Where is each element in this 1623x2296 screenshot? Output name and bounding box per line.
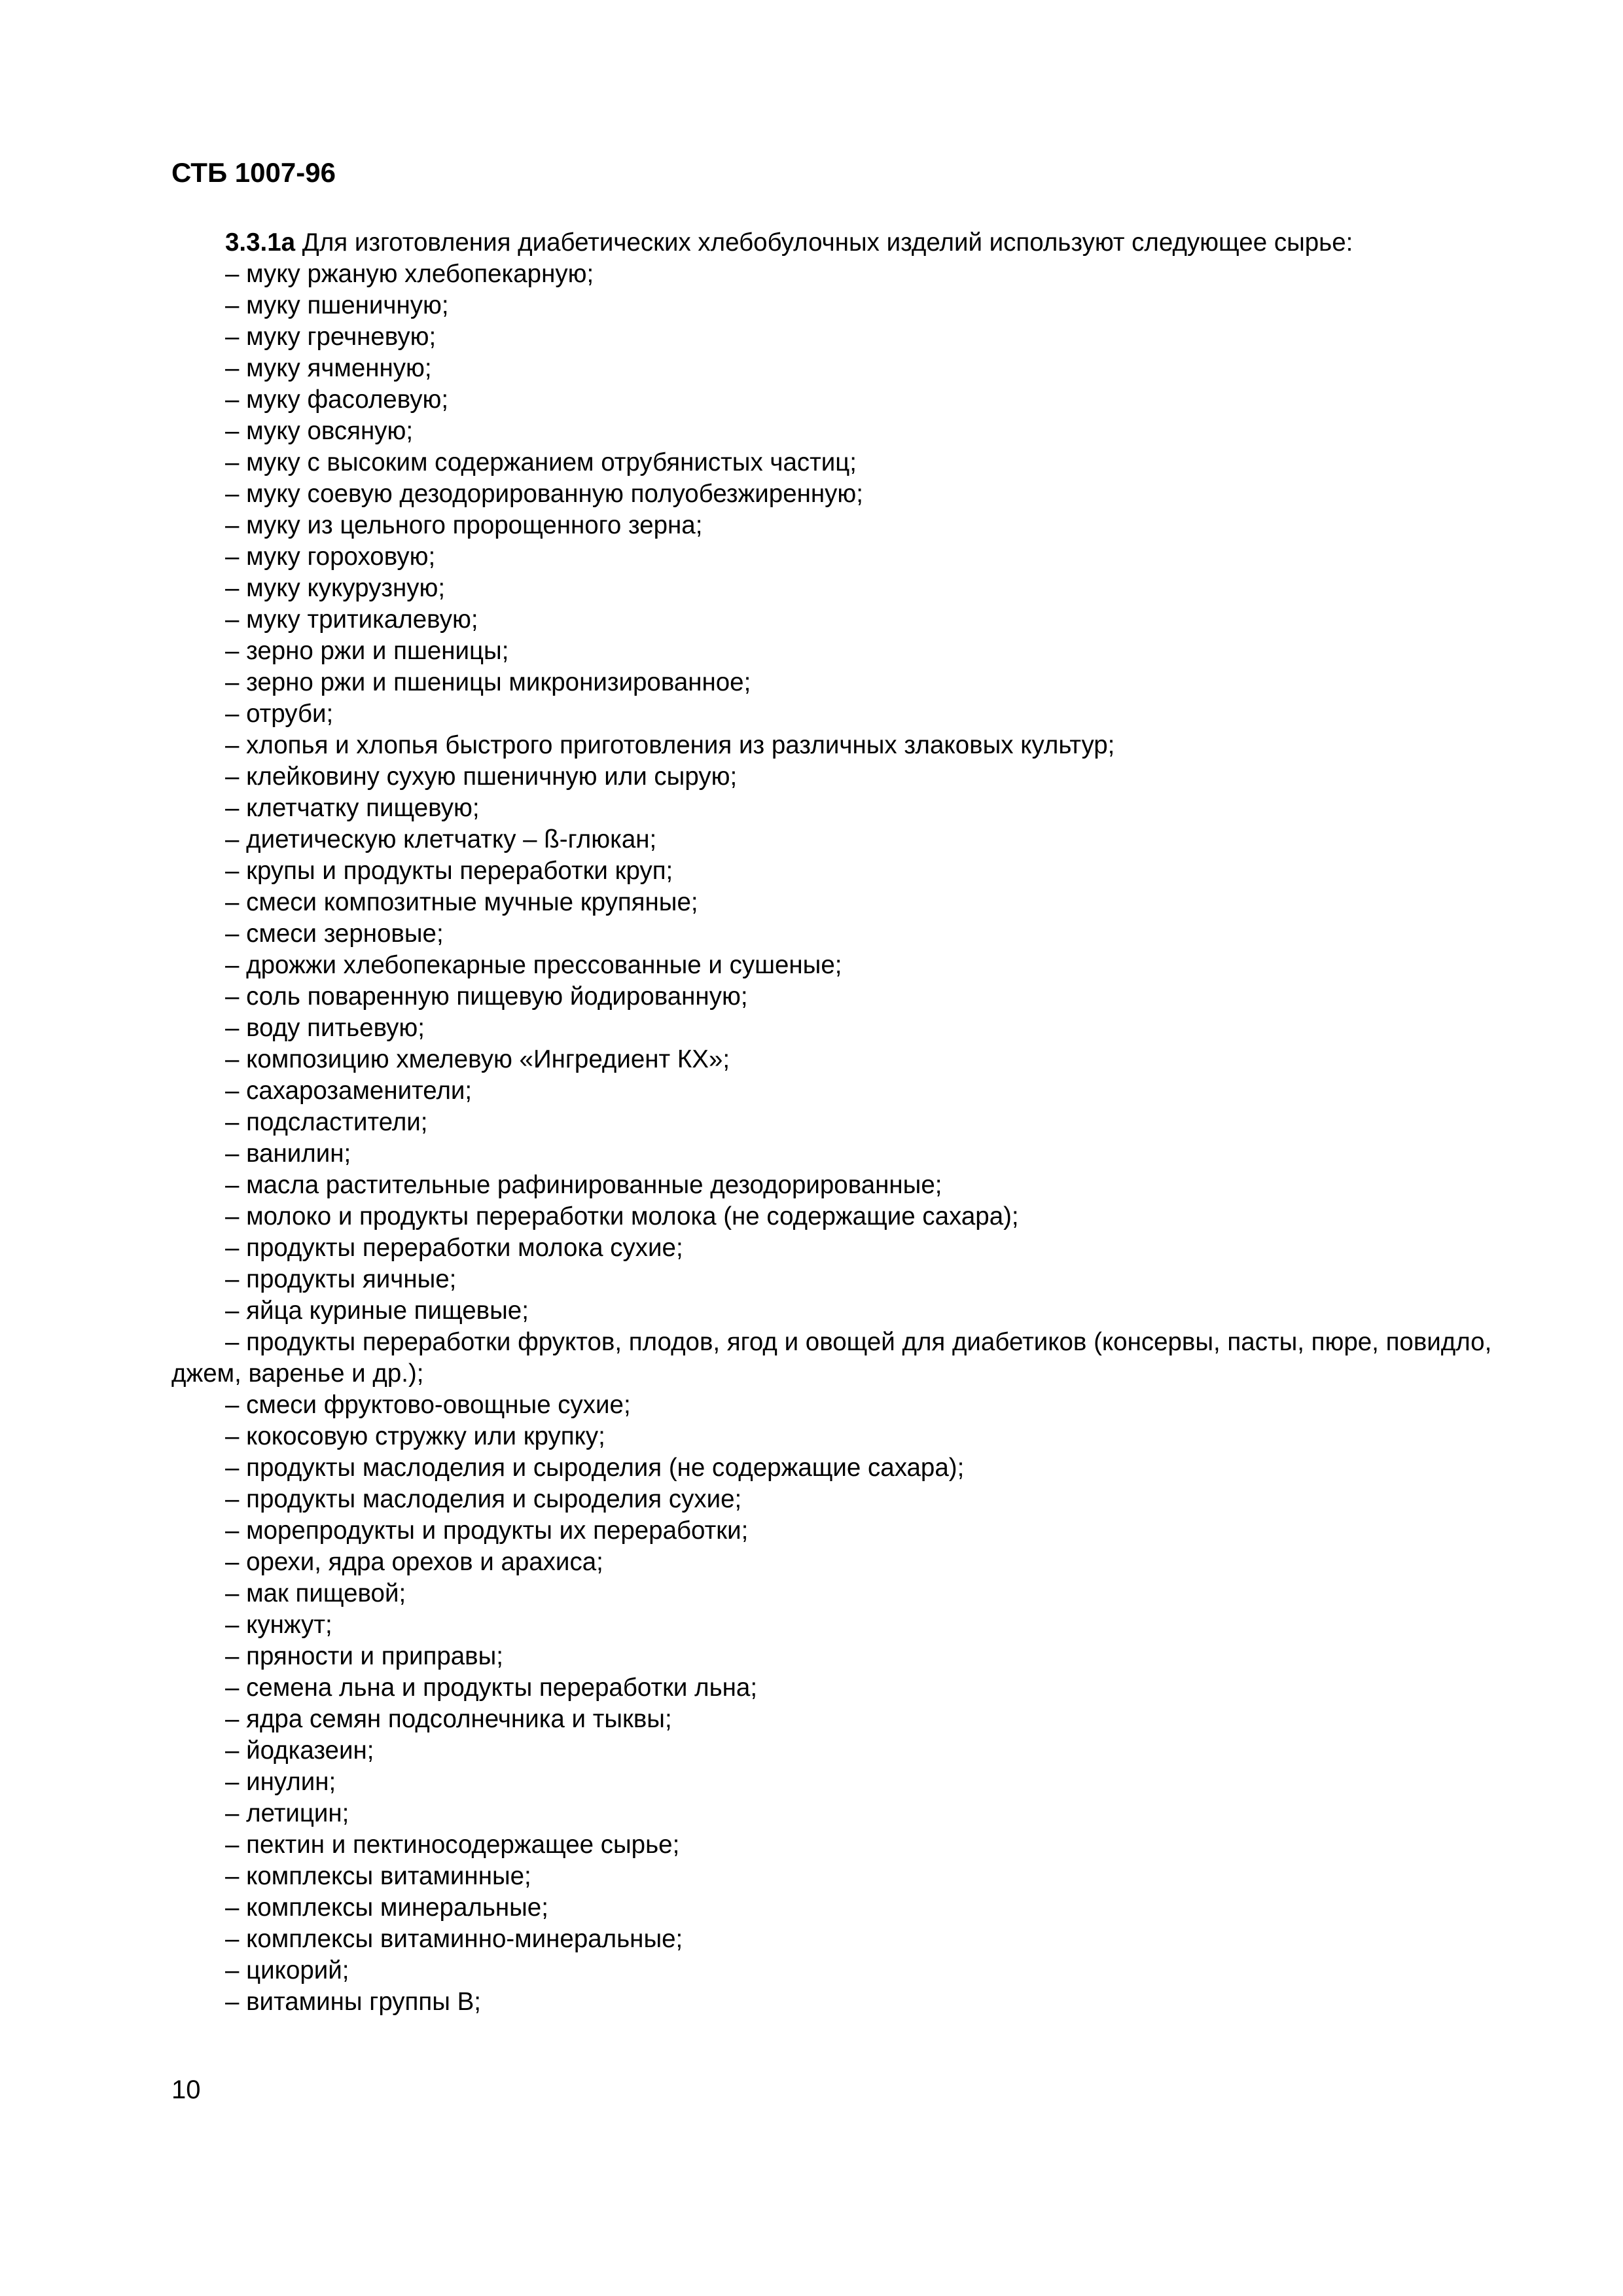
list-item: – продукты маслоделия и сыроделия сухие; xyxy=(225,1485,742,1513)
list-item: – смеси фруктово-овощные сухие; xyxy=(225,1391,631,1419)
list-item: – воду питьевую; xyxy=(225,1014,425,1042)
list-item: – муку овсяную; xyxy=(225,417,414,445)
list-item: – дрожжи хлебопекарные прессованные и сушеные; xyxy=(225,951,842,979)
list-item: – сахарозаменители; xyxy=(225,1077,473,1105)
list-item: – зерно ржи и пшеницы микронизированное; xyxy=(225,668,751,696)
list-item: – смеси зерновые; xyxy=(225,920,444,948)
document-code-header: СТБ 1007-96 xyxy=(171,157,336,188)
list-item: – ядра семян подсолнечника и тыквы; xyxy=(225,1705,672,1733)
list-item: – муку с высоким содержанием отрубянистых частиц; xyxy=(225,448,857,476)
list-item: – комплексы витаминно-минеральные; xyxy=(225,1925,683,1953)
list-item: – композицию хмелевую «Ингредиент КХ»; xyxy=(225,1045,730,1073)
list-item: – молоко и продукты переработки молока (не содержащие сахара); xyxy=(225,1202,1019,1230)
list-item: – муку пшеничную; xyxy=(225,291,449,319)
list-item: – крупы и продукты переработки круп; xyxy=(225,857,673,885)
list-item: – инулин; xyxy=(225,1768,336,1796)
clause-number: 3.3.1а xyxy=(225,228,296,257)
list-item: – йодказеин; xyxy=(225,1736,374,1765)
list-item: – диетическую клетчатку – ß-глюкан; xyxy=(225,825,657,853)
list-item: – отруби; xyxy=(225,700,334,728)
list-item: – мак пищевой; xyxy=(225,1579,406,1607)
list-item: – муку кукурузную; xyxy=(225,574,446,602)
list-item: – муку фасолевую; xyxy=(225,386,449,414)
list-item: – комплексы минеральные; xyxy=(225,1893,548,1922)
list-item: – муку тритикалевую; xyxy=(225,605,478,634)
list-item: – орехи, ядра орехов и арахиса; xyxy=(225,1548,603,1576)
list-item: – хлопья и хлопья быстрого приготовления из различных злаковых культур; xyxy=(225,731,1115,759)
list-item: – соль поваренную пищевую йодированную; xyxy=(225,982,748,1011)
list-item: – летицин; xyxy=(225,1799,349,1827)
list-item: – яйца куриные пищевые; xyxy=(225,1297,529,1325)
list-item: – смеси композитные мучные крупяные; xyxy=(225,888,698,916)
raw-materials-list xyxy=(171,259,1493,2018)
list-item: – кунжут; xyxy=(225,1611,332,1639)
clause-intro xyxy=(171,227,1493,259)
list-item: – муку ячменную; xyxy=(225,354,432,382)
list-item: – витамины группы В; xyxy=(225,1988,481,2016)
list-item: – пектин и пектиносодержащее сырье; xyxy=(225,1831,680,1859)
main-content xyxy=(171,227,1493,2018)
list-item: – муку гречневую; xyxy=(225,323,437,351)
list-item: – муку соевую дезодорированную полуобезжиренную; xyxy=(225,480,863,508)
list-item: – клейковину сухую пшеничную или сырую; xyxy=(225,762,738,791)
list-item: – морепродукты и продукты их переработки; xyxy=(225,1516,749,1545)
clause-text: Для изготовления диабетических хлебобулочных изделий используют следующее сырье: xyxy=(295,228,1353,257)
list-item: – муку гороховую; xyxy=(225,543,436,571)
list-item: – продукты яичные; xyxy=(225,1265,457,1293)
list-item: – комплексы витаминные; xyxy=(225,1862,531,1890)
list-item: – клетчатку пищевую; xyxy=(225,794,480,822)
list-item: – пряности и приправы; xyxy=(225,1642,504,1670)
list-item: – продукты маслоделия и сыроделия (не содержащие сахара); xyxy=(225,1454,965,1482)
list-item: – кокосовую стружку или крупку; xyxy=(225,1422,605,1450)
list-item: – ванилин; xyxy=(225,1139,351,1168)
list-item: – подсластители; xyxy=(225,1108,428,1136)
list-item: – муку ржаную хлебопекарную; xyxy=(225,260,594,288)
list-item: – зерно ржи и пшеницы; xyxy=(225,637,509,665)
page-number: 10 xyxy=(171,2075,201,2104)
list-item: – масла растительные рафинированные дезодорированные; xyxy=(225,1171,942,1199)
list-item: – цикорий; xyxy=(225,1956,349,1984)
list-item: – муку из цельного пророщенного зерна; xyxy=(225,511,703,539)
list-item: – продукты переработки фруктов, плодов, ягод и овощей для диабетиков (консервы, пасты, пюре, повидло, джем, варенье и др.); xyxy=(171,1328,1492,1388)
list-item: – продукты переработки молока сухие; xyxy=(225,1234,683,1262)
list-item: – семена льна и продукты переработки льна; xyxy=(225,1674,758,1702)
